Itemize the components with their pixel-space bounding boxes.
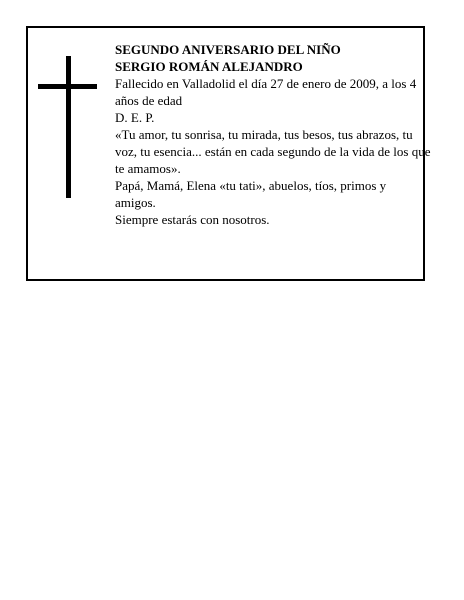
rip-text: D. E. P. (115, 110, 155, 125)
closing-line: Siempre estarás con nosotros. (115, 212, 270, 227)
notice-text (115, 41, 431, 228)
memorial-quote: «Tu amor, tu sonrisa, tu mirada, tus besos, tus abrazos, tu voz, tu esencia... están en cada segundo de la vida de los que te amamos». (115, 127, 431, 176)
cross-horizontal-bar (38, 84, 97, 89)
family-signatures: Papá, Mamá, Elena «tu tati», abuelos, tíos, primos y amigos. (115, 178, 387, 210)
obituary-notice (26, 26, 431, 281)
cross-vertical-bar (66, 56, 71, 198)
notice-heading-line-1: SEGUNDO ANIVERSARIO DEL NIÑO (115, 42, 341, 57)
deceased-info: Fallecido en Valladolid el día 27 de enero de 2009, a los 4 años de edad (115, 76, 417, 108)
notice-heading-line-2: SERGIO ROMÁN ALEJANDRO (115, 59, 303, 74)
